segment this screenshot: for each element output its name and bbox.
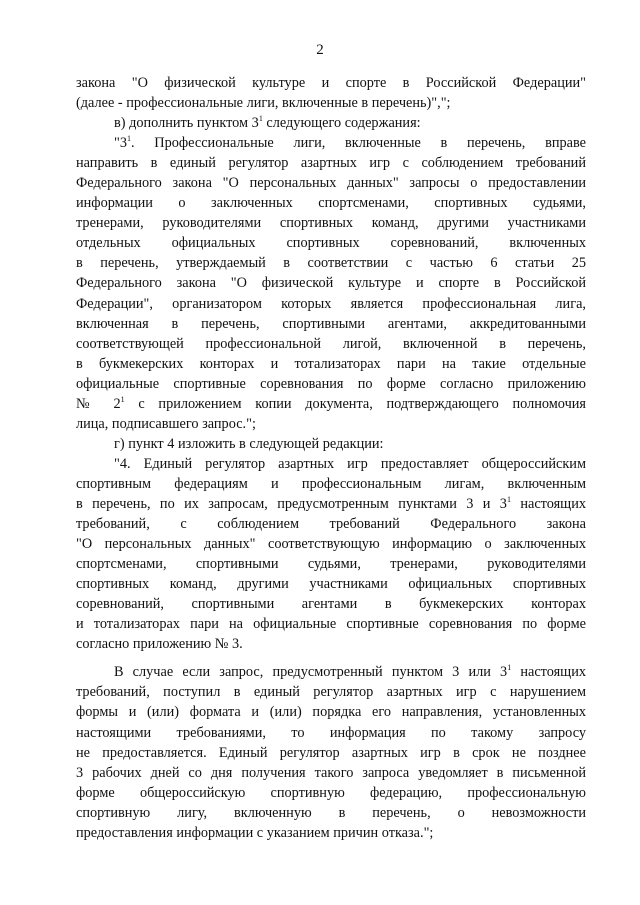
text-line: лица, подписавшего запрос."; bbox=[76, 415, 256, 432]
paragraph-gap bbox=[76, 654, 586, 662]
text-line: предоставления информации с указанием причин отказа."; bbox=[76, 824, 434, 841]
text-line: г) пункт 4 изложить в следующей редакции: bbox=[114, 435, 384, 452]
paragraph bbox=[76, 454, 586, 654]
text-line: (далее - профессиональные лиги, включенные в перечень)","; bbox=[76, 95, 451, 112]
text-line: "О персональных данных" соответствующую информацию о заключенных bbox=[76, 536, 586, 553]
text-line: направить в единый регулятор азартных игр с соблюдением требований bbox=[76, 155, 586, 172]
text-line: спортсменами, спортивными судьями, тренерами, руководителями bbox=[76, 556, 586, 573]
paragraph bbox=[76, 662, 586, 842]
text-line: формы и (или) формата и (или) порядка его направления, установленных bbox=[76, 704, 586, 721]
text-line: "$3^1$. Профессиональные лиги, включенные в перечень, вправе bbox=[114, 134, 586, 152]
text-line: "4. Единый регулятор азартных игр предоставляет общероссийским bbox=[114, 455, 586, 472]
paragraph bbox=[76, 73, 586, 113]
text-line: включенная в перечень, спортивными агентами, аккредитованными bbox=[76, 315, 586, 332]
paragraph bbox=[76, 434, 586, 454]
text-line: Федерального закона "О персональных данных" запросы о предоставлении bbox=[76, 175, 586, 192]
text-line: согласно приложению № 3. bbox=[76, 636, 243, 653]
text-line: настоящими требованиями, то информация по такому запросу bbox=[76, 724, 586, 741]
text-line: В случае если запрос, предусмотренный пунктом 3 или $3^1$ настоящих bbox=[114, 663, 586, 681]
text-line: требований, поступил в единый регулятор азартных игр с нарушением bbox=[76, 684, 586, 701]
document-body bbox=[76, 73, 586, 843]
text-line: информации о заключенных спортсменами, спортивных судьями, bbox=[76, 195, 586, 212]
page-number: 2 bbox=[316, 42, 324, 58]
text-line: тренерами, руководителями спортивных команд, другими участниками bbox=[76, 215, 586, 232]
text-line: 3 рабочих дней со дня получения такого запроса уведомляет в письменной bbox=[76, 764, 586, 781]
text-line: официальные спортивные соревнования по форме согласно приложению bbox=[76, 375, 586, 392]
paragraph bbox=[76, 113, 586, 133]
text-line: № $2^1$ с приложением копии документа, подтверждающего полномочия bbox=[76, 394, 586, 412]
text-line: требований, с соблюдением требований Федерального закона bbox=[76, 516, 586, 533]
text-line: соответствующей профессиональной лигой, включенной в перечень, bbox=[76, 335, 586, 352]
paragraph bbox=[76, 133, 586, 434]
text-line: Федерального закона "О физической культуре и спорте в Российской bbox=[76, 275, 586, 292]
text-line: в букмекерских конторах и тотализаторах пари на такие отдельные bbox=[76, 355, 586, 372]
text-line: спортивным федерациям и профессиональным лигам, включенным bbox=[76, 475, 586, 492]
text-line: спортивных команд, другими участниками официальных спортивных bbox=[76, 576, 586, 593]
text-line: и тотализаторах пари на официальные спортивные соревнования по форме bbox=[76, 616, 586, 633]
text-line: Федерации", организатором которых является профессиональная лига, bbox=[76, 295, 586, 312]
text-line: отдельных официальных спортивных соревнований, включенных bbox=[76, 235, 586, 252]
text-line: в перечень, утверждаемый в соответствии с частью 6 статьи 25 bbox=[76, 255, 586, 272]
text-line: закона "О физической культуре и спорте в Российской Федерации" bbox=[76, 75, 586, 91]
text-line: форме общероссийскую спортивную федерацию, профессиональную bbox=[76, 784, 586, 801]
text-line: спортивную лигу, включенную в перечень, о невозможности bbox=[76, 804, 586, 821]
text-line: в перечень, по их запросам, предусмотренным пунктами 3 и $3^1$ настоящих bbox=[76, 494, 586, 512]
text-line: соревнований, спортивными агентами в букмекерских конторах bbox=[76, 596, 586, 613]
text-line: не предоставляется. Единый регулятор азартных игр в срок не позднее bbox=[76, 744, 586, 761]
text-line: в) дополнить пунктом $3^1$ следующего содержания: bbox=[114, 114, 421, 132]
